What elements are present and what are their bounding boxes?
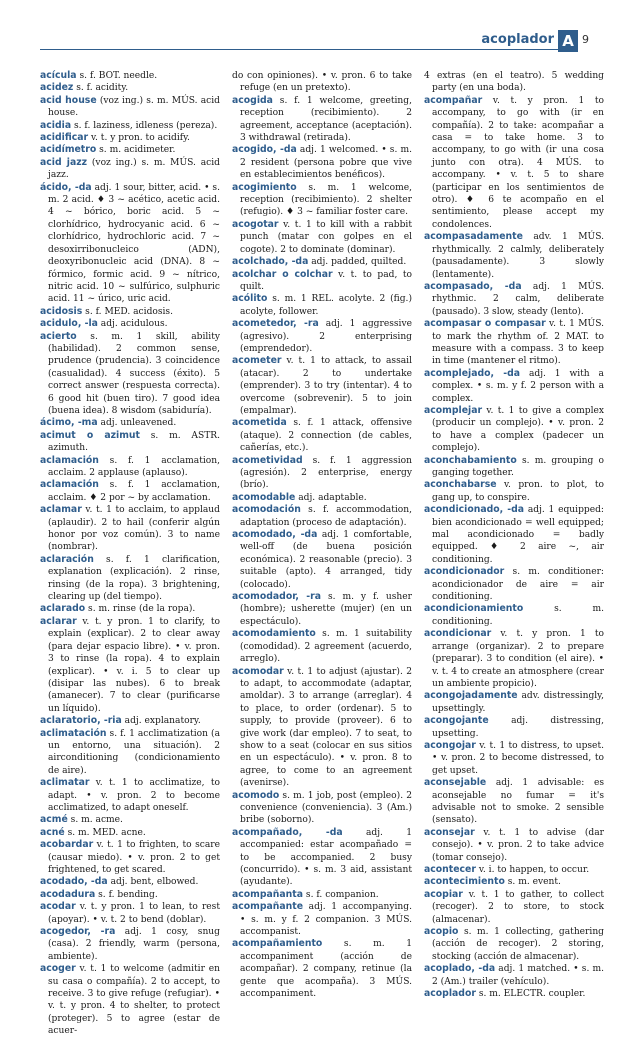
dictionary-entry: [424, 504, 604, 566]
entry-headword: acodado, -da: [40, 876, 108, 888]
entry-definition: s. f. 1 acclimatization (a un entorno, una situación). 2 airconditioning (condicionamiento de aire).: [48, 728, 220, 776]
entry-definition: v. i. to happen, to occur.: [475, 865, 590, 875]
entry-definition: v. t. y pron. 1 to clarify, to explain (explicar). 2 to clear away (para dejar espacio libre). • v. pron. 3 to rinse (la ropa). 4 to explain (explicar). • v. i. 5 to clear up (disipar las nubes). 6 to break (amanecer). 7 to clear (purificarse un líquido).: [48, 616, 220, 714]
entry-headword: acidez: [40, 82, 74, 94]
entry-headword: acompañanta: [232, 888, 304, 900]
entry-headword: acompañante: [232, 901, 304, 913]
entry-headword: acomplejado, -da: [424, 367, 521, 379]
entry-definition: s. m. rinse (de la ropa).: [85, 604, 196, 615]
dictionary-entry: [424, 926, 604, 963]
entry-definition: adj. 1 matched. • s. m. 2 (Am.) trailer (vehículo).: [432, 964, 604, 987]
entry-headword: acomodar: [232, 665, 284, 677]
entry-definition: v. t. to pad, to quilt.: [240, 269, 413, 292]
entry-definition: s. m. conditioner: acondicionador de aire = air conditioning.: [432, 567, 604, 603]
entry-definition: v. t. 1 to adjust (ajustar). 2 to adapt, to accommodate (adaptar, amoldar). 3 to arrange (arreglar). 4 to place, to order (ordenar). 5 to supply, to provide (proveer). 6 to give work (dar empleo). 7 to seat, to show to a seat (colocar en sus sitios en un espectáculo). • v. pron. 8 to agree, to come to an agreement (avenirse).: [240, 666, 412, 789]
entry-headword: acontecimiento: [424, 876, 505, 888]
entry-definition: s. m. acme.: [67, 815, 123, 826]
dictionary-entry: [232, 529, 412, 591]
entry-headword: acid jazz: [40, 156, 88, 168]
entry-headword: acogedor, -ra: [40, 926, 116, 938]
entry-definition: v. t. y pron. 1 to lean, to rest (apoyar). • v. t. 2 to bend (doblar).: [48, 902, 220, 925]
entry-headword: acometividad: [232, 454, 303, 466]
dictionary-entry: [40, 70, 220, 82]
column-2: [232, 70, 413, 1000]
entry-definition: v. t. 1 to give a complex (producir un complejo). • v. pron. 2 to have a complex (padecer un complejo).: [432, 405, 604, 454]
dictionary-entry: [424, 281, 604, 318]
entry-definition: adj. explanatory.: [121, 716, 201, 727]
entry-headword: acomodador, -ra: [232, 591, 321, 603]
entry-headword: acomodación: [232, 504, 301, 516]
entry-headword: acogimiento: [232, 181, 297, 193]
entry-headword: acopio: [424, 926, 459, 938]
dictionary-entry: [232, 591, 412, 628]
dictionary-entry: [232, 666, 412, 790]
dictionary-entry: [232, 269, 412, 294]
dictionary-entry: [40, 603, 220, 615]
section-letter-tab[interactable]: A: [558, 30, 578, 52]
dictionary-entry: [40, 926, 220, 963]
entry-headword: acoplador: [424, 988, 476, 1000]
entry-definition: adj. distressing, upsetting.: [432, 716, 604, 739]
entry-definition: v. t. 1 to frighten, to scare (causar miedo). • v. pron. 2 to get frightened, to get scared.: [48, 840, 220, 875]
dictionary-entry: [40, 616, 220, 715]
entry-headword: aclaración: [40, 553, 94, 565]
entry-definition: s. m. 1 job, post (empleo). 2 convenience (conveniencia). 3 (Am.) bribe (soborno).: [240, 790, 412, 826]
entry-headword: acondicionador: [424, 566, 505, 578]
guide-word: acoplador: [475, 32, 554, 47]
entry-headword: acodadura: [40, 888, 96, 900]
dictionary-entry: [40, 479, 220, 504]
entry-definition: s. m. 1 skill, ability (habilidad). 2 common sense, prudence (prudencia). 3 coincidence (casualidad). 4 success (éxito). 5 correct answer (respuesta correcta). 6 good hit (buen tiro). 7 good idea (buena idea). 8 wisdom (sabiduría).: [48, 331, 220, 416]
dictionary-entry: [40, 814, 220, 826]
entry-definition: s. m. 1 collecting, gathering (acción de recoger). 2 storing, stocking (acción de almacenar).: [432, 927, 604, 962]
entry-definition: s. f. bending.: [95, 889, 158, 900]
dictionary-entry: [232, 355, 412, 417]
entry-definition: adj. 1 advisable: es aconsejable no fumar = it's advisable not to smoke. 2 sensible (sensato).: [432, 778, 604, 826]
dictionary-entry: [424, 777, 604, 827]
entry-headword: acompasado, -da: [424, 280, 522, 292]
entry-definition: s. f. 1 clarification, explanation (explicación). 2 rinse, rinsing (de la ropa). 3 brightening, clearing up (del tiempo).: [48, 554, 220, 603]
dictionary-entry: [232, 95, 412, 145]
entry-definition: adj. padded, quilted.: [308, 257, 407, 268]
dictionary-entry: [40, 715, 220, 727]
dictionary-entry: [424, 455, 604, 480]
entry-definition: adv. 1 MÚS. rhythmically. 2 calmly, deliberately (pausadamente). 3 slowly (lentamente).: [432, 232, 604, 280]
dictionary-entry: [424, 876, 604, 888]
entry-definition: adj. unleavened.: [97, 418, 177, 429]
entry-headword: acompañamiento: [232, 938, 323, 950]
dictionary-entry: [40, 504, 220, 554]
dictionary-entry: [40, 455, 220, 480]
dictionary-entry: [40, 318, 220, 330]
entry-definition: (voz ing.) s. m. MÚS. acid house.: [48, 95, 220, 119]
entry-definition: adj. 1 sour, bitter, acid. • s. m. 2 acid. ♦ 3 ~ acético, acetic acid. 4 ~ bórico, boric acid. 5 ~ clorhídrico, hydrocyanic acid. 6 ~ clorhídrico, hydrochloric acid. 7 ~ desoxirribonucleico (ADN), deoxyribonucleic acid (DNA). 8 ~ fórmico, formic acid. 9 ~ nítrico, nitric acid. 10 ~ sulfúrico, sulphuric acid. 11 ~ úrico, uric acid.: [48, 182, 220, 305]
dictionary-entry: [232, 70, 412, 95]
entry-definition: s. m. y f. usher (hombre); usherette (mujer) (en un espectáculo).: [240, 592, 412, 627]
entry-headword: acogotar: [232, 218, 279, 230]
dictionary-entry: [232, 889, 412, 901]
entry-definition: s. f. 1 acclamation, acclaim. 2 applause (aplauso).: [48, 455, 220, 478]
dictionary-entry: [40, 889, 220, 901]
entry-definition: adj. 1 with a complex. • s. m. y f. 2 person with a complex.: [432, 368, 604, 404]
entry-headword: acomodable: [232, 491, 296, 503]
dictionary-entry: [40, 901, 220, 926]
entry-definition: adj. adaptable.: [295, 492, 367, 503]
entry-definition: s. m. ASTR. azimuth.: [48, 430, 220, 454]
dictionary-entry: [232, 790, 412, 827]
entry-headword: acolchar o colchar: [232, 268, 333, 280]
dictionary-entry: [40, 554, 220, 604]
entry-definition: s. m. event.: [504, 877, 561, 888]
entry-definition: v. t. 1 to distress, to upset. • v. pron. 2 to become distressed, to get upset.: [432, 740, 604, 776]
entry-definition: adj. 1 comfortable, well-off (de buena posición económica). 2 reasonable (precio). 3 suitable (apto). 4 arranged, tidy (colocado).: [240, 530, 412, 590]
dictionary-entry: [40, 963, 220, 1037]
entry-headword: acongojar: [424, 739, 476, 751]
entry-definition: v. pron. to plot, to gang up, to conspire.: [432, 480, 604, 503]
entry-headword: acmé: [40, 814, 68, 826]
entry-definition: s. m. 1 REL. acolyte. 2 (fig.) acolyte, follower.: [240, 294, 412, 317]
dictionary-entry: [424, 318, 604, 368]
entry-definition: s. f. 1 attack, offensive (ataque). 2 connection (de cables, cañerías, etc.).: [240, 418, 412, 454]
dictionary-entry: [424, 628, 604, 690]
entry-definition: adv. distressingly, upsettingly.: [432, 691, 604, 714]
entry-headword: acodar: [40, 901, 76, 913]
entry-definition: s. f. MED. acidosis.: [82, 306, 173, 317]
entry-headword: acid house: [40, 94, 97, 106]
dictionary-entry: [232, 318, 412, 355]
dictionary-entry: [40, 144, 220, 156]
entry-definition: adj. 1 welcomed. • s. m. 2 resident (persona pobre que vive en establecimientos benéficos).: [240, 145, 412, 181]
entry-definition: adj. 1 accompanying. • s. m. y f. 2 companion. 3 MÚS. accompanist.: [240, 902, 412, 938]
entry-definition: s. m. MED. acne.: [64, 827, 146, 838]
entry-headword: acolchado, -da: [232, 256, 309, 268]
entry-definition: s. f. companion.: [303, 889, 379, 900]
entry-headword: acomodo: [232, 789, 280, 801]
entry-definition: s. f. 1 acclamation, acclaim. ♦ 2 por ~ by acclamation.: [48, 480, 220, 503]
entry-headword: aconchabarse: [424, 479, 497, 491]
entry-headword: aclamar: [40, 504, 82, 516]
dictionary-entry: [232, 144, 412, 181]
entry-definition: v. t. 1 to welcome (admitir en su casa o compañía). 2 to accept, to receive. 3 to give refuge (refugiar). • v. t. y pron. 4 to shelter, to protect (proteger). 5 to agree (estar de acuer-: [48, 964, 220, 1037]
entry-definition: v. t. 1 to kill with a rabbit punch (matar con golpes en el cogote). 2 to dominate (dominar).: [240, 219, 412, 255]
dictionary-entry: [424, 963, 604, 988]
dictionary-entry: [40, 839, 220, 876]
entry-headword: acompasar o compasar: [424, 318, 546, 330]
entry-definition: v. t. 1 to gather, to collect (recoger). 2 to store, to stock (almacenar).: [432, 889, 604, 925]
entry-headword: aconsejable: [424, 777, 487, 789]
dictionary-entry: [40, 728, 220, 778]
dictionary-entry: [424, 95, 604, 231]
entry-definition: v. t. 1 MÚS. to mark the rhythm of. 2 MAT. to measure with a compass. 3 to keep in time (mantener el ritmo).: [432, 319, 604, 367]
entry-headword: acogida: [232, 94, 273, 106]
dictionary-entry: [424, 715, 604, 740]
dictionary-entry: [232, 492, 412, 504]
entry-definition: s. m. 1 welcome, reception (recibimiento). 2 shelter (refugio). ♦ 3 ~ familiar foster care.: [240, 182, 412, 218]
entry-headword: acompañar: [424, 94, 483, 106]
dictionary-entry: [424, 603, 604, 628]
entry-definition: s. m. conditioning.: [432, 604, 604, 627]
dictionary-entry: [232, 256, 412, 268]
entry-definition: s. f. acidity.: [73, 83, 129, 94]
entry-headword: acondicionado, -da: [424, 504, 525, 516]
entry-headword: acomodado, -da: [232, 529, 318, 541]
dictionary-entry: [40, 331, 220, 418]
dictionary-entry: [40, 182, 220, 306]
dictionary-entry: [40, 827, 220, 839]
entry-definition: s. m. grouping o ganging together.: [432, 455, 604, 478]
entry-headword: acícula: [40, 70, 77, 81]
entry-definition: v. t. 1 to advise (dar consejo). • v. pron. 2 to take advice (tomar consejo).: [432, 827, 604, 863]
entry-definition: adj. 1 equipped: bien acondicionado = well equipped; mal acondicionado = badly equipped. ♦ 2 aire ~, air conditioning.: [432, 505, 604, 565]
entry-definition: s. f. 1 welcome, greeting, reception (recibimiento). 2 agreement, acceptance (aceptación). 3 withdrawal (retirada).: [240, 95, 412, 144]
entry-headword: acompasadamente: [424, 231, 523, 243]
entry-definition: v. t. 1 to attack, to assail (atacar). 2 to undertake (emprender). 3 to try (intentar). 4 to overcome (sobrevenir). 5 to join (empalmar).: [240, 356, 412, 416]
entry-headword: acidosis: [40, 305, 83, 317]
dictionary-entry: [232, 455, 412, 492]
dictionary-entry: [40, 82, 220, 94]
entry-headword: acidímetro: [40, 144, 97, 156]
entry-definition: s. m. ELECTR. coupler.: [475, 989, 586, 1000]
dictionary-entry: [424, 988, 604, 1000]
entry-definition: s. f. 1 aggression (agresión). 2 enterprise, energy (brío).: [240, 455, 412, 491]
entry-headword: aclamación: [40, 479, 99, 491]
entry-headword: acopiar: [424, 888, 463, 900]
dictionary-entry: [40, 132, 220, 144]
entry-headword: aconsejar: [424, 826, 475, 838]
entry-definition: s. m. 1 suitability (comodidad). 2 agreement (acuerdo, arreglo).: [240, 629, 412, 665]
entry-headword: aclamación: [40, 454, 99, 466]
entry-definition: do con opiniones). • v. pron. 6 to take refuge (en un pretexto).: [232, 71, 412, 94]
dictionary-entry: [232, 504, 412, 529]
entry-headword: aclarado: [40, 603, 86, 615]
entry-definition: v. t. y pron. to acidify.: [88, 133, 190, 144]
dictionary-entry: [40, 777, 220, 814]
entry-definition: adj. acidulous.: [97, 319, 168, 330]
entry-definition: s. f. laziness, idleness (pereza).: [71, 120, 218, 131]
entry-definition: adj. 1 MÚS. rhythmic. 2 calm, deliberate (pausado). 3 slow, steady (lento).: [432, 281, 604, 317]
dictionary-entry: [424, 864, 604, 876]
entry-headword: acidificar: [40, 132, 89, 144]
entry-headword: acompañado, -da: [232, 826, 343, 838]
entry-definition: s. m. acidimeter.: [96, 145, 176, 156]
dictionary-entry: [232, 293, 412, 318]
entry-headword: acierto: [40, 330, 77, 342]
entry-headword: acobardar: [40, 839, 94, 851]
dictionary-entry: [424, 690, 604, 715]
dictionary-entry: [232, 417, 412, 454]
dictionary-entry: [40, 157, 220, 182]
entry-headword: acongojadamente: [424, 690, 518, 702]
dictionary-entry: [424, 566, 604, 603]
dictionary-entry: [232, 182, 412, 219]
entry-headword: acomodamiento: [232, 628, 316, 640]
entry-definition: v. t. 1 to acclaim, to applaud (aplaudir). 2 to hail (conferir algún honor por voz común). 3 to name (nombrar).: [48, 505, 220, 553]
entry-headword: acometedor, -ra: [232, 318, 319, 330]
header-rule: [40, 49, 560, 50]
dictionary-entry: [40, 417, 220, 429]
dictionary-entry: [424, 827, 604, 864]
page-number: 9: [582, 33, 589, 46]
entry-definition: v. t. y pron. 1 to arrange (organizar). 2 to prepare (preparar). 3 to condition (el aire). • v. t. 4 to create an atmosphere (crear un ambiente propicio).: [432, 629, 604, 689]
entry-definition: s. f. BOT. needle.: [76, 71, 158, 81]
entry-headword: aclaratorio, -ria: [40, 715, 122, 727]
dictionary-entry: [40, 876, 220, 888]
dictionary-entry: [40, 430, 220, 455]
dictionary-entry: [232, 628, 412, 665]
dictionary-entry: [232, 219, 412, 256]
dictionary-entry: [232, 827, 412, 889]
entry-headword: acidia: [40, 119, 72, 131]
dictionary-entry: [424, 740, 604, 777]
dictionary-entry: [232, 901, 412, 938]
entry-headword: acólito: [232, 293, 268, 305]
dictionary-entry: [232, 938, 412, 1000]
entry-headword: acometida: [232, 417, 287, 429]
dictionary-entry: [424, 368, 604, 405]
dictionary-entry: [424, 405, 604, 455]
entry-definition: s. f. accommodation, adaptation (proceso de adaptación).: [240, 505, 412, 528]
column-1: [40, 70, 220, 1037]
entry-headword: aclarar: [40, 615, 77, 627]
entry-headword: acondicionar: [424, 628, 492, 640]
dictionary-columns: [40, 70, 610, 1037]
dictionary-entry: [424, 231, 604, 281]
entry-definition: v. t. 1 to acclimatize, to adapt. • v. pron. 2 to become acclimatized, to adapt oneself.: [48, 778, 220, 813]
entry-definition: adj. 1 cosy, snug (casa). 2 friendly, warm (persona, ambiente).: [48, 927, 220, 962]
column-3: [424, 70, 604, 1000]
entry-definition: adj. 1 aggressive (agresivo). 2 enterprising (emprendedor).: [240, 319, 412, 354]
entry-headword: acoplado, -da: [424, 963, 496, 975]
entry-definition: s. m. 1 accompaniment (acción de acompañar). 2 company, retinue (la gente que acompaña). 3 MÚS. accompaniment.: [240, 939, 412, 1000]
dictionary-entry: [40, 95, 220, 120]
entry-headword: aclimatación: [40, 727, 107, 739]
entry-headword: aclimatar: [40, 777, 90, 789]
entry-definition: (voz ing.) s. m. MÚS. acid jazz.: [48, 157, 220, 181]
entry-headword: acondicionamiento: [424, 603, 524, 615]
entry-headword: acogido, -da: [232, 144, 297, 156]
entry-headword: acidulo, -la: [40, 318, 98, 330]
dictionary-entry: [40, 306, 220, 318]
entry-definition: adj. bent, elbowed.: [107, 877, 199, 888]
entry-headword: ácido, -da: [40, 181, 92, 193]
dictionary-entry: [424, 70, 604, 95]
entry-headword: acimut o azimut: [40, 429, 140, 441]
dictionary-entry: [424, 889, 604, 926]
entry-definition: 4 extras (en el teatro). 5 wedding party (en una boda).: [424, 71, 604, 94]
entry-definition: adj. 1 accompanied: estar acompañado = to be accompanied. 2 busy (concurrido). • s. m. 3 aid, assistant (ayudante).: [240, 827, 412, 888]
entry-headword: acoger: [40, 963, 76, 975]
entry-headword: ácimo, -ma: [40, 417, 98, 429]
entry-headword: acontecer: [424, 864, 476, 875]
entry-headword: acomplejar: [424, 404, 483, 416]
page-header: [0, 30, 638, 56]
dictionary-entry: [40, 120, 220, 132]
dictionary-entry: [424, 479, 604, 504]
entry-headword: aconchabamiento: [424, 454, 517, 466]
entry-headword: acongojante: [424, 715, 489, 727]
entry-headword: acné: [40, 826, 65, 838]
entry-headword: acometer: [232, 355, 282, 367]
entry-definition: v. t. y pron. 1 to accompany, to go with (ir en compañía). 2 to take: acompañar a casa = to take home. 3 to accompany, to go with (ir una cosa junto con otra). 4 MÚS. to accompany. • v. t. 5 to share (participar en los sentimientos de otro). ♦ 6 te acompaño en el sentimiento, please accept my condolences.: [432, 95, 604, 230]
